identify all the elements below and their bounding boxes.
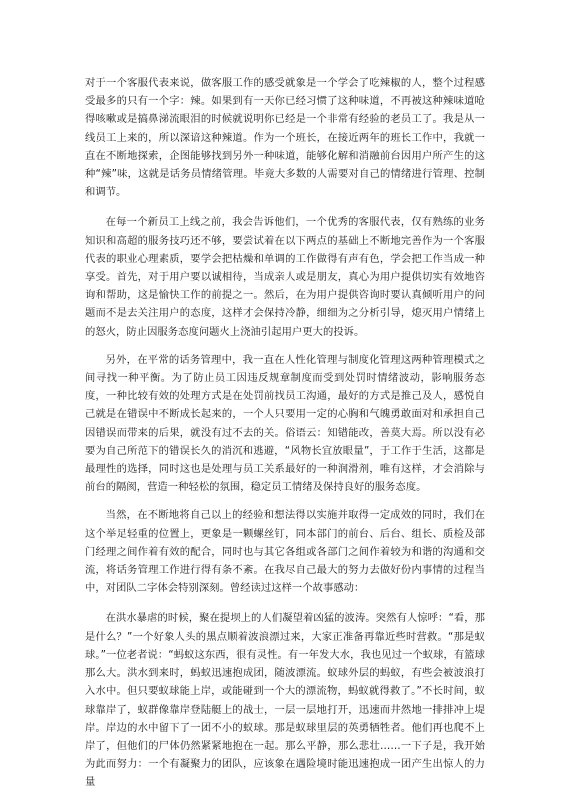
document-body: [85, 74, 485, 792]
paragraph-4: 当然，在不断地将自己以上的经验和想法得以实施并取得一定成效的同时，我们在这个举足轻重的位置上，更象是一颗螺丝钉，同本部门的前台、后台、组长、质检及部门经理之间作着有效的配合，同时也与其它各组或各部门之间作着较为和谐的沟通和交流，将话务管理工作进行得有条不紊。在我尽自己最大的努力去做好份内事情的过程当中，对团队二字体会特别深刻。曾经读过这样一个故事感动：: [85, 509, 485, 595]
paragraph-5: 在洪水暴虐的时候，聚在提坝上的人们凝望着凶猛的波涛。突然有人惊呼：“看，那是什么？”一个好象人头的黑点顺着波浪漂过来，大家正准备再靠近些时营救。“那是蚁球。”一位老者说：“蚂蚁这东西，很有灵性。有一年发大水，我也见过一个蚁球，有篮球那么大。洪水到来时，蚂蚁迅速抱成团，随波漂流。蚁球外层的蚂蚁，有些会被波浪打入水中。但只要蚁球能上岸，或能碰到一个大的漂流物，蚂蚁就得救了。”不长时间，蚁球靠岸了，蚁群像靠岸登陆艇上的战士，一层一层地打开，迅速而井然地一排排冲上堤岸。岸边的水中留下了一团不小的蚁球。那是蚁球里层的英勇牺牲者。他们再也爬不上岸了，但他们的尸体仍然紧紧地抱在一起。那么平静，那么悲壮……一下子是，我开始为此而努力：一个有凝聚力的团队，应该象在遇险境时能迅速抱成一团产生出惊人的力量: [85, 612, 485, 789]
paragraph-3: 另外，在平常的话务管理中，我一直在人性化管理与制度化管理这两种管理模式之间寻找一种平衡。为了防止员工因违反规章制度而受到处罚时情绪波动，影响服务态度，一种比较有效的处理方式是在处罚前找员工沟通，最好的方式是推己及人，感悦自己就是在错误中不断成长起来的，一个人只要用一定的心胸和气魄勇敢面对和承担自己因错误而带来的后果，就没有过不去的关。俗语云：知错能改，善莫大焉。所以没有必要为自己所范下的错误长久的消沉和逃避，“风物长宜放眼量”，于工作于生活，这都是最理性的选择，同时这也是处理与员工关系最好的一种润滑剂，唯有这样，才会消除与前台的隔阂，营造一种轻松的氛围，稳定员工情绪及保持良好的服务态度。: [85, 353, 485, 494]
paragraph-2: 在每一个新员工上线之前，我会告诉他们，一个优秀的客服代表，仅有熟练的业务知识和高超的服务技巧还不够，要尝试着在以下两点的基础上不断地完善作为一个客服代表的职业心理素质，要学会把枯燥和单调的工作做得有声有色，学会把工作当成一种享受。首先，对于用户要以诚相待，当成亲人或是朋友，真心为用户提供切实有效地咨询和帮助，这是愉快工作的前提之一。然后，在为用户提供咨询时要认真倾听用户的问题而不是去关注用户的态度，这样才会保持冷静，细细为之分析引导，熄灭用户情绪上的怒火，防止因服务态度问题火上浇油引起用户更大的投诉。: [85, 216, 485, 338]
paragraph-1: 对于一个客服代表来说，做客服工作的感受就象是一个学会了吃辣椒的人，整个过程感受最多的只有一个字：辣。如果到有一天你已经习惯了这种味道，不再被这种辣味道呛得咳嗽或是搞鼻涕流眼泪的时候就说明你已经是一个非常有经验的老员工了。我是从一线员工上来的，所以深谙这种辣道。作为一个班长，在接近两年的班长工作中，我就一直在不断地探索，企图能够找到另外一种味道，能够化解和消融前台因用户所产生的这种“辣”味，这就是话务员情绪管理。毕竟大多数的人需要对自己的情绪进行管理、控制和调节。: [85, 77, 485, 199]
